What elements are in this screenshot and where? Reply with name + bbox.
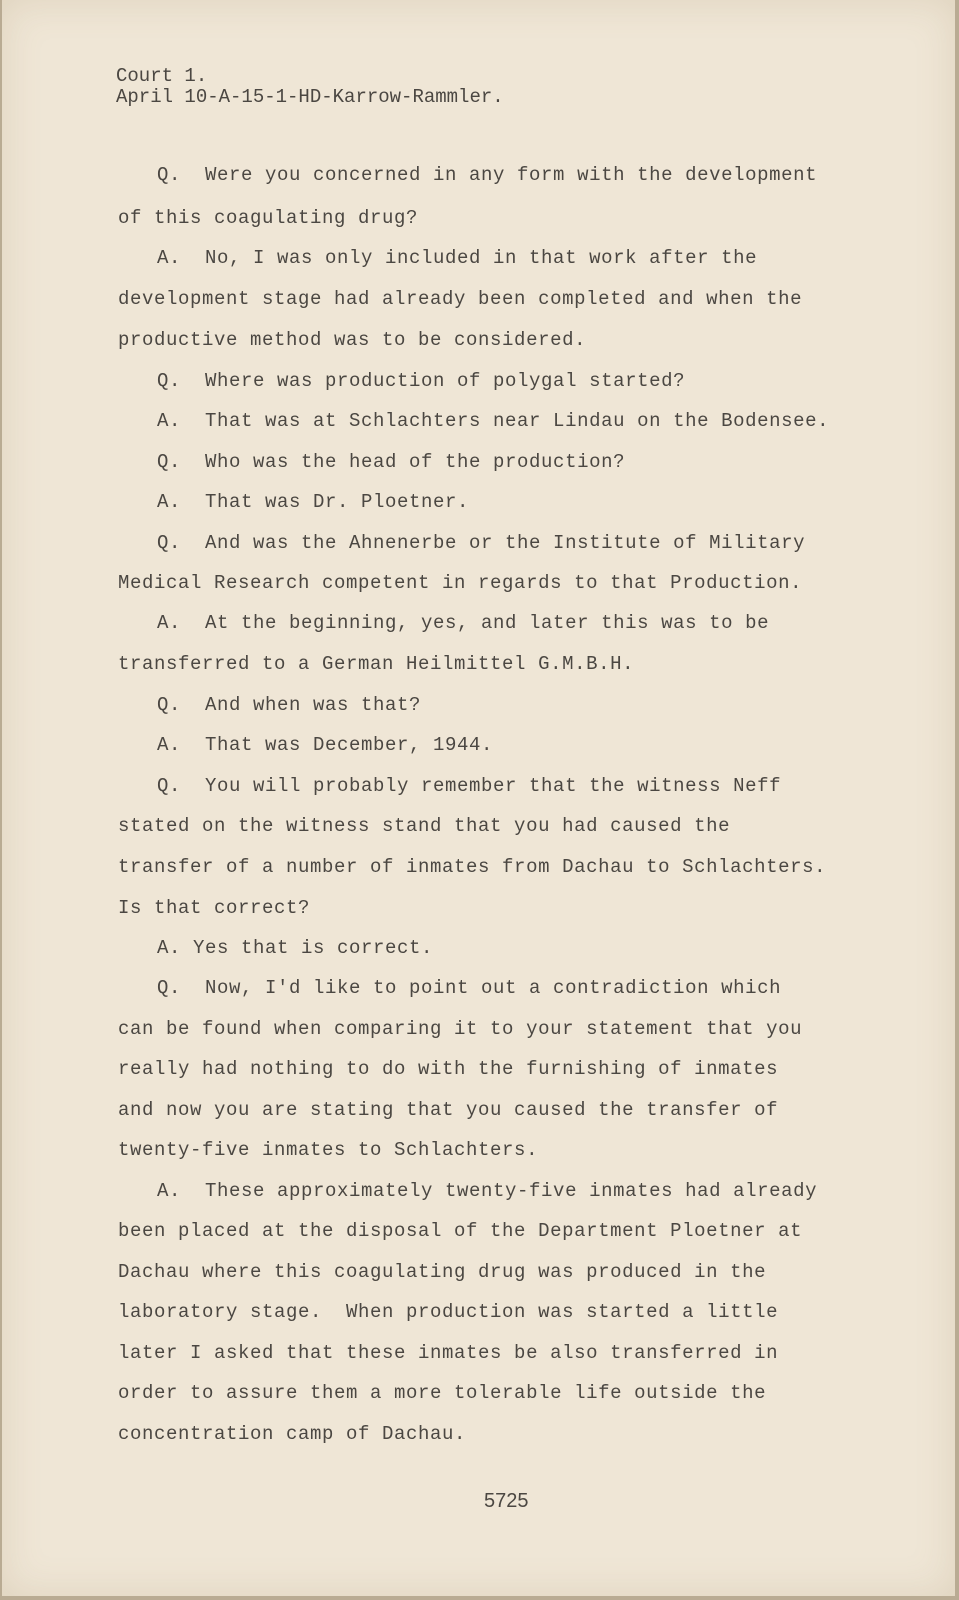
text-line: Q. Were you concerned in any form with the development [157, 164, 818, 186]
text-line: Q. Where was production of polygal started? [157, 370, 686, 392]
text-line: Q. Who was the head of the production? [157, 451, 626, 473]
text-line: order to assure them a more tolerable life outside the [118, 1382, 767, 1404]
text-line: laboratory stage. When production was started a little [118, 1301, 779, 1323]
reference-line: April 10-A-15-1-HD-Karrow-Rammler. [116, 86, 504, 108]
text-line: transfer of a number of inmates from Dachau to Schlachters. [118, 856, 827, 878]
text-line: Is that correct? [118, 897, 311, 919]
text-line: A. That was Dr. Ploetner. [157, 491, 470, 513]
document-header [116, 66, 504, 108]
text-line: A. Yes that is correct. [157, 937, 434, 959]
text-line: A. These approximately twenty-five inmates had already [157, 1180, 818, 1202]
text-line: A. No, I was only included in that work after the [157, 247, 758, 269]
text-line: A. At the beginning, yes, and later this was to be [157, 612, 770, 634]
text-line: transferred to a German Heilmittel G.M.B.H. [118, 653, 635, 675]
text-line: stated on the witness stand that you had caused the [118, 815, 731, 837]
text-line: A. That was at Schlachters near Lindau on the Bodensee. [157, 410, 830, 432]
text-line: Q. And was the Ahnenerbe or the Institute of Military [157, 532, 806, 554]
text-line: productive method was to be considered. [118, 329, 587, 351]
document-page [2, 0, 955, 1596]
text-line: A. That was December, 1944. [157, 734, 494, 756]
text-line: Q. Now, I'd like to point out a contradiction which [157, 977, 782, 999]
text-line: later I asked that these inmates be also transferred in [118, 1342, 779, 1364]
page-number: 5725 [484, 1490, 529, 1512]
text-line: twenty-five inmates to Schlachters. [118, 1139, 539, 1161]
text-line: and now you are stating that you caused the transfer of [118, 1099, 779, 1121]
text-line: can be found when comparing it to your statement that you [118, 1018, 803, 1040]
text-line: Q. You will probably remember that the witness Neff [157, 775, 782, 797]
court-label: Court 1. [116, 65, 208, 87]
text-line: been placed at the disposal of the Department Ploetner at [118, 1220, 803, 1242]
text-line: Medical Research competent in regards to that Production. [118, 572, 803, 594]
text-line: of this coagulating drug? [118, 207, 419, 229]
text-line: development stage had already been completed and when the [118, 288, 803, 310]
text-line: concentration camp of Dachau. [118, 1423, 467, 1445]
text-line: really had nothing to do with the furnishing of inmates [118, 1058, 779, 1080]
text-line: Dachau where this coagulating drug was produced in the [118, 1261, 767, 1283]
text-line: Q. And when was that? [157, 694, 422, 716]
